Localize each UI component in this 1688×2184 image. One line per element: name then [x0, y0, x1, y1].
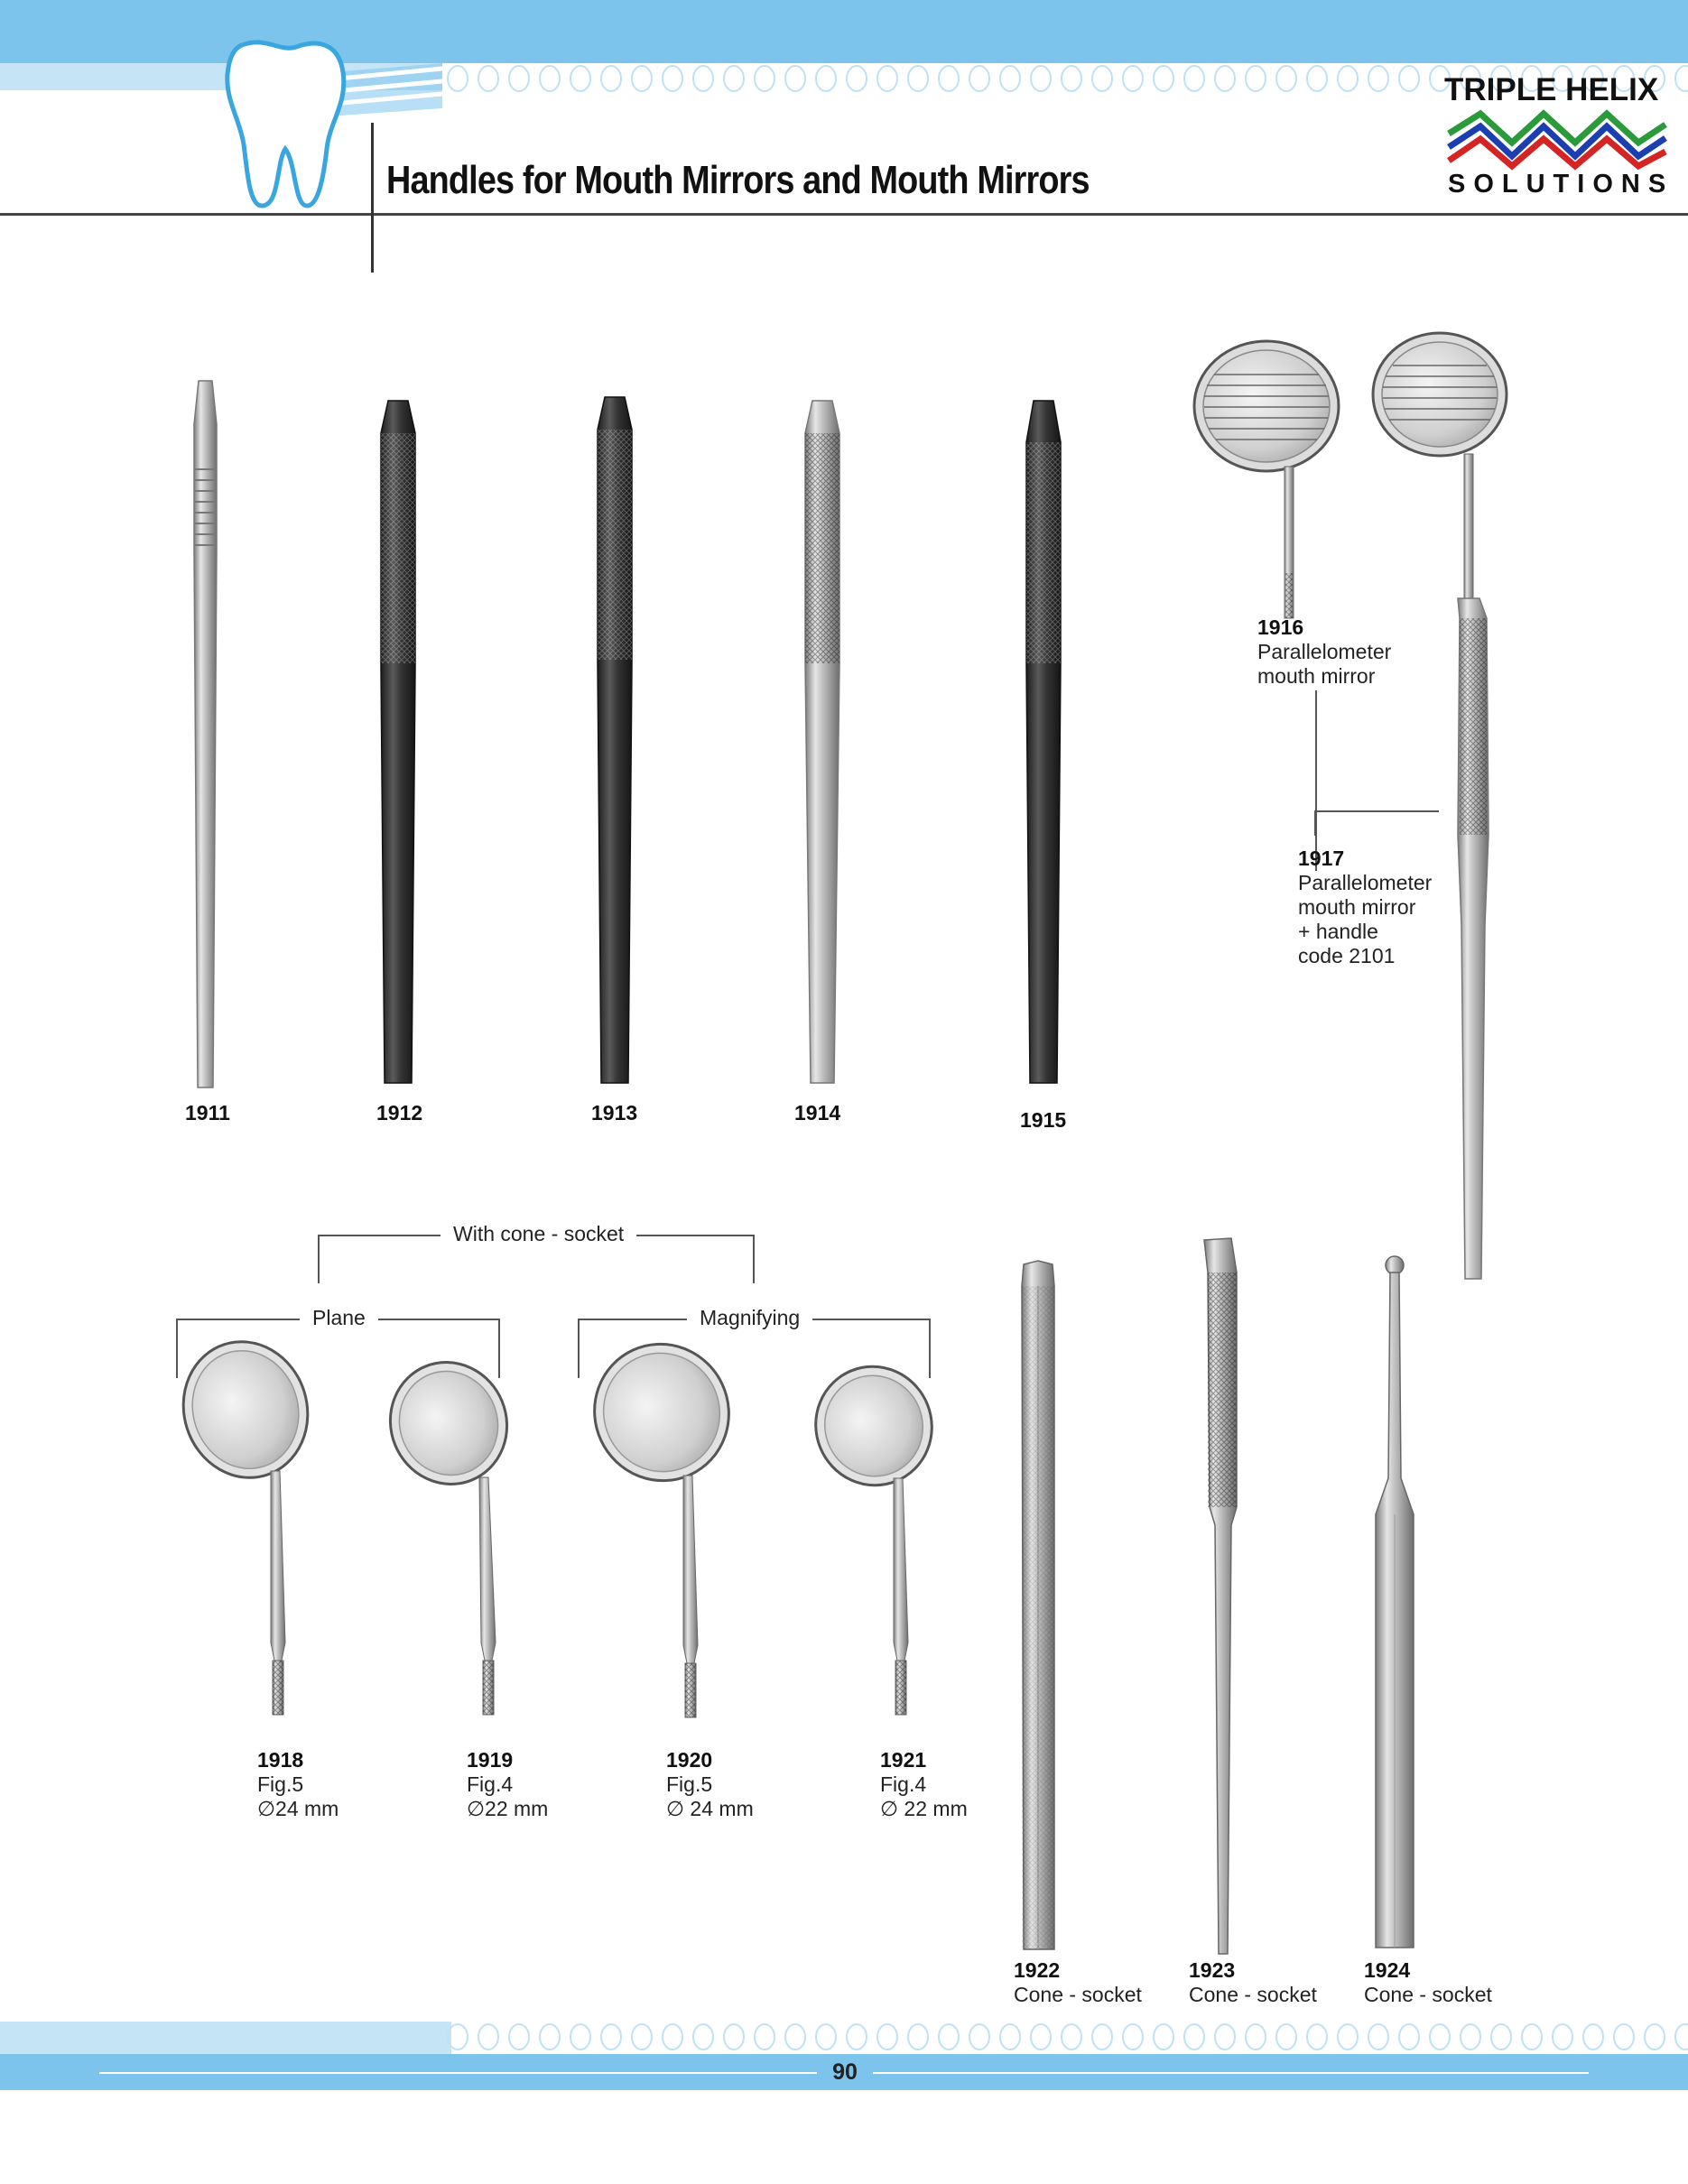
handle-code: 1923 — [1189, 1958, 1236, 1982]
handle-1922-image — [1011, 1259, 1074, 1954]
mirror-1921-image — [811, 1372, 946, 1733]
footer-band-pale — [0, 2022, 451, 2054]
group-label-plane: Plane — [300, 1306, 378, 1330]
diameter-icon: ∅ — [880, 1797, 899, 1820]
header-rule — [0, 213, 1688, 216]
mirror-1917-image — [1368, 329, 1512, 1282]
callout-line — [1314, 810, 1439, 812]
mirror-1919-label — [467, 1748, 548, 1821]
handle-code: 1922 — [1014, 1958, 1061, 1982]
handle-code: 1914 — [794, 1101, 841, 1124]
mirror-1919-image — [384, 1367, 519, 1728]
socket-1923-label — [1189, 1958, 1317, 2007]
footer-ring-pattern — [442, 2022, 1688, 2054]
handle-code: 1924 — [1364, 1958, 1411, 1982]
mirror-diameter — [666, 1797, 754, 1821]
mirror-code: 1921 — [880, 1748, 927, 1772]
diameter-icon: ∅ — [257, 1797, 276, 1820]
page-title: Handles for Mouth Mirrors and Mouth Mirrors — [386, 158, 1090, 202]
brand-subtitle: SOLUTIONS — [1448, 170, 1674, 199]
socket-1924-label — [1364, 1958, 1492, 2007]
title-divider — [371, 123, 374, 273]
group-label-cone-socket: With cone - socket — [441, 1222, 636, 1246]
handle-1924-image — [1363, 1253, 1431, 1954]
mirror-1920-label — [666, 1748, 754, 1821]
diameter-value: 22 mm — [898, 1797, 968, 1820]
parallelometer-1916-label — [1257, 615, 1391, 689]
mirror-description: mouth mirror — [1257, 664, 1376, 688]
mirror-fig: Fig.5 — [666, 1772, 713, 1796]
mirror-code: 1917 — [1298, 847, 1345, 870]
handle-1915-image — [1006, 397, 1079, 1083]
diameter-value: 24 mm — [275, 1797, 339, 1820]
mirror-fig: Fig.4 — [880, 1772, 927, 1796]
mirror-1921-label — [880, 1748, 968, 1821]
mirror-1918-label — [257, 1748, 339, 1821]
mirror-diameter — [257, 1797, 339, 1821]
handle-description: Cone - socket — [1189, 1983, 1317, 2006]
mirror-fig: Fig.5 — [257, 1772, 304, 1796]
group-label-magnifying: Magnifying — [687, 1306, 812, 1330]
mirror-code: 1919 — [467, 1748, 514, 1772]
handle-code: 1913 — [591, 1101, 638, 1124]
handle-1911-image — [172, 370, 239, 1087]
handle-code: 1911 — [185, 1101, 230, 1124]
handle-description: Cone - socket — [1014, 1983, 1142, 2006]
handle-1914-image — [785, 397, 858, 1083]
callout-line — [1315, 690, 1317, 871]
mirror-description: Parallelometer — [1257, 640, 1392, 663]
handle-description: Cone - socket — [1364, 1983, 1492, 2006]
brand-name: TRIPLE HELIX — [1444, 72, 1659, 107]
mirror-code: 1920 — [666, 1748, 713, 1772]
diameter-icon: ∅ — [666, 1797, 685, 1820]
diameter-value: 22 mm — [485, 1797, 549, 1820]
mirror-1920-image — [591, 1347, 736, 1731]
handle-code: 1915 — [1020, 1108, 1067, 1132]
mirror-description: mouth mirror — [1298, 895, 1416, 919]
mirror-1918-image — [181, 1345, 316, 1733]
handle-1912-image — [361, 397, 433, 1083]
mirror-code: 1916 — [1257, 615, 1304, 639]
page-number: 90 — [817, 2057, 873, 2087]
diameter-icon: ∅ — [467, 1797, 486, 1820]
mirror-fig: Fig.4 — [467, 1772, 514, 1796]
callout-line — [1314, 810, 1316, 836]
mirror-code: 1918 — [257, 1748, 304, 1772]
mirror-1916-image — [1192, 338, 1345, 618]
handle-code: 1912 — [376, 1101, 423, 1124]
mirror-description: + handle — [1298, 920, 1378, 943]
mirror-description: Parallelometer — [1298, 871, 1433, 894]
parallelometer-1917-label — [1298, 847, 1432, 968]
mirror-description: code 2101 — [1298, 944, 1396, 967]
handle-1913-image — [578, 393, 650, 1083]
diameter-value: 24 mm — [684, 1797, 754, 1820]
helix-logo-icon — [1444, 106, 1670, 170]
handle-1923-image — [1192, 1236, 1259, 1954]
mirror-diameter — [467, 1797, 548, 1821]
socket-1922-label — [1014, 1958, 1142, 2007]
mirror-diameter — [880, 1797, 968, 1821]
